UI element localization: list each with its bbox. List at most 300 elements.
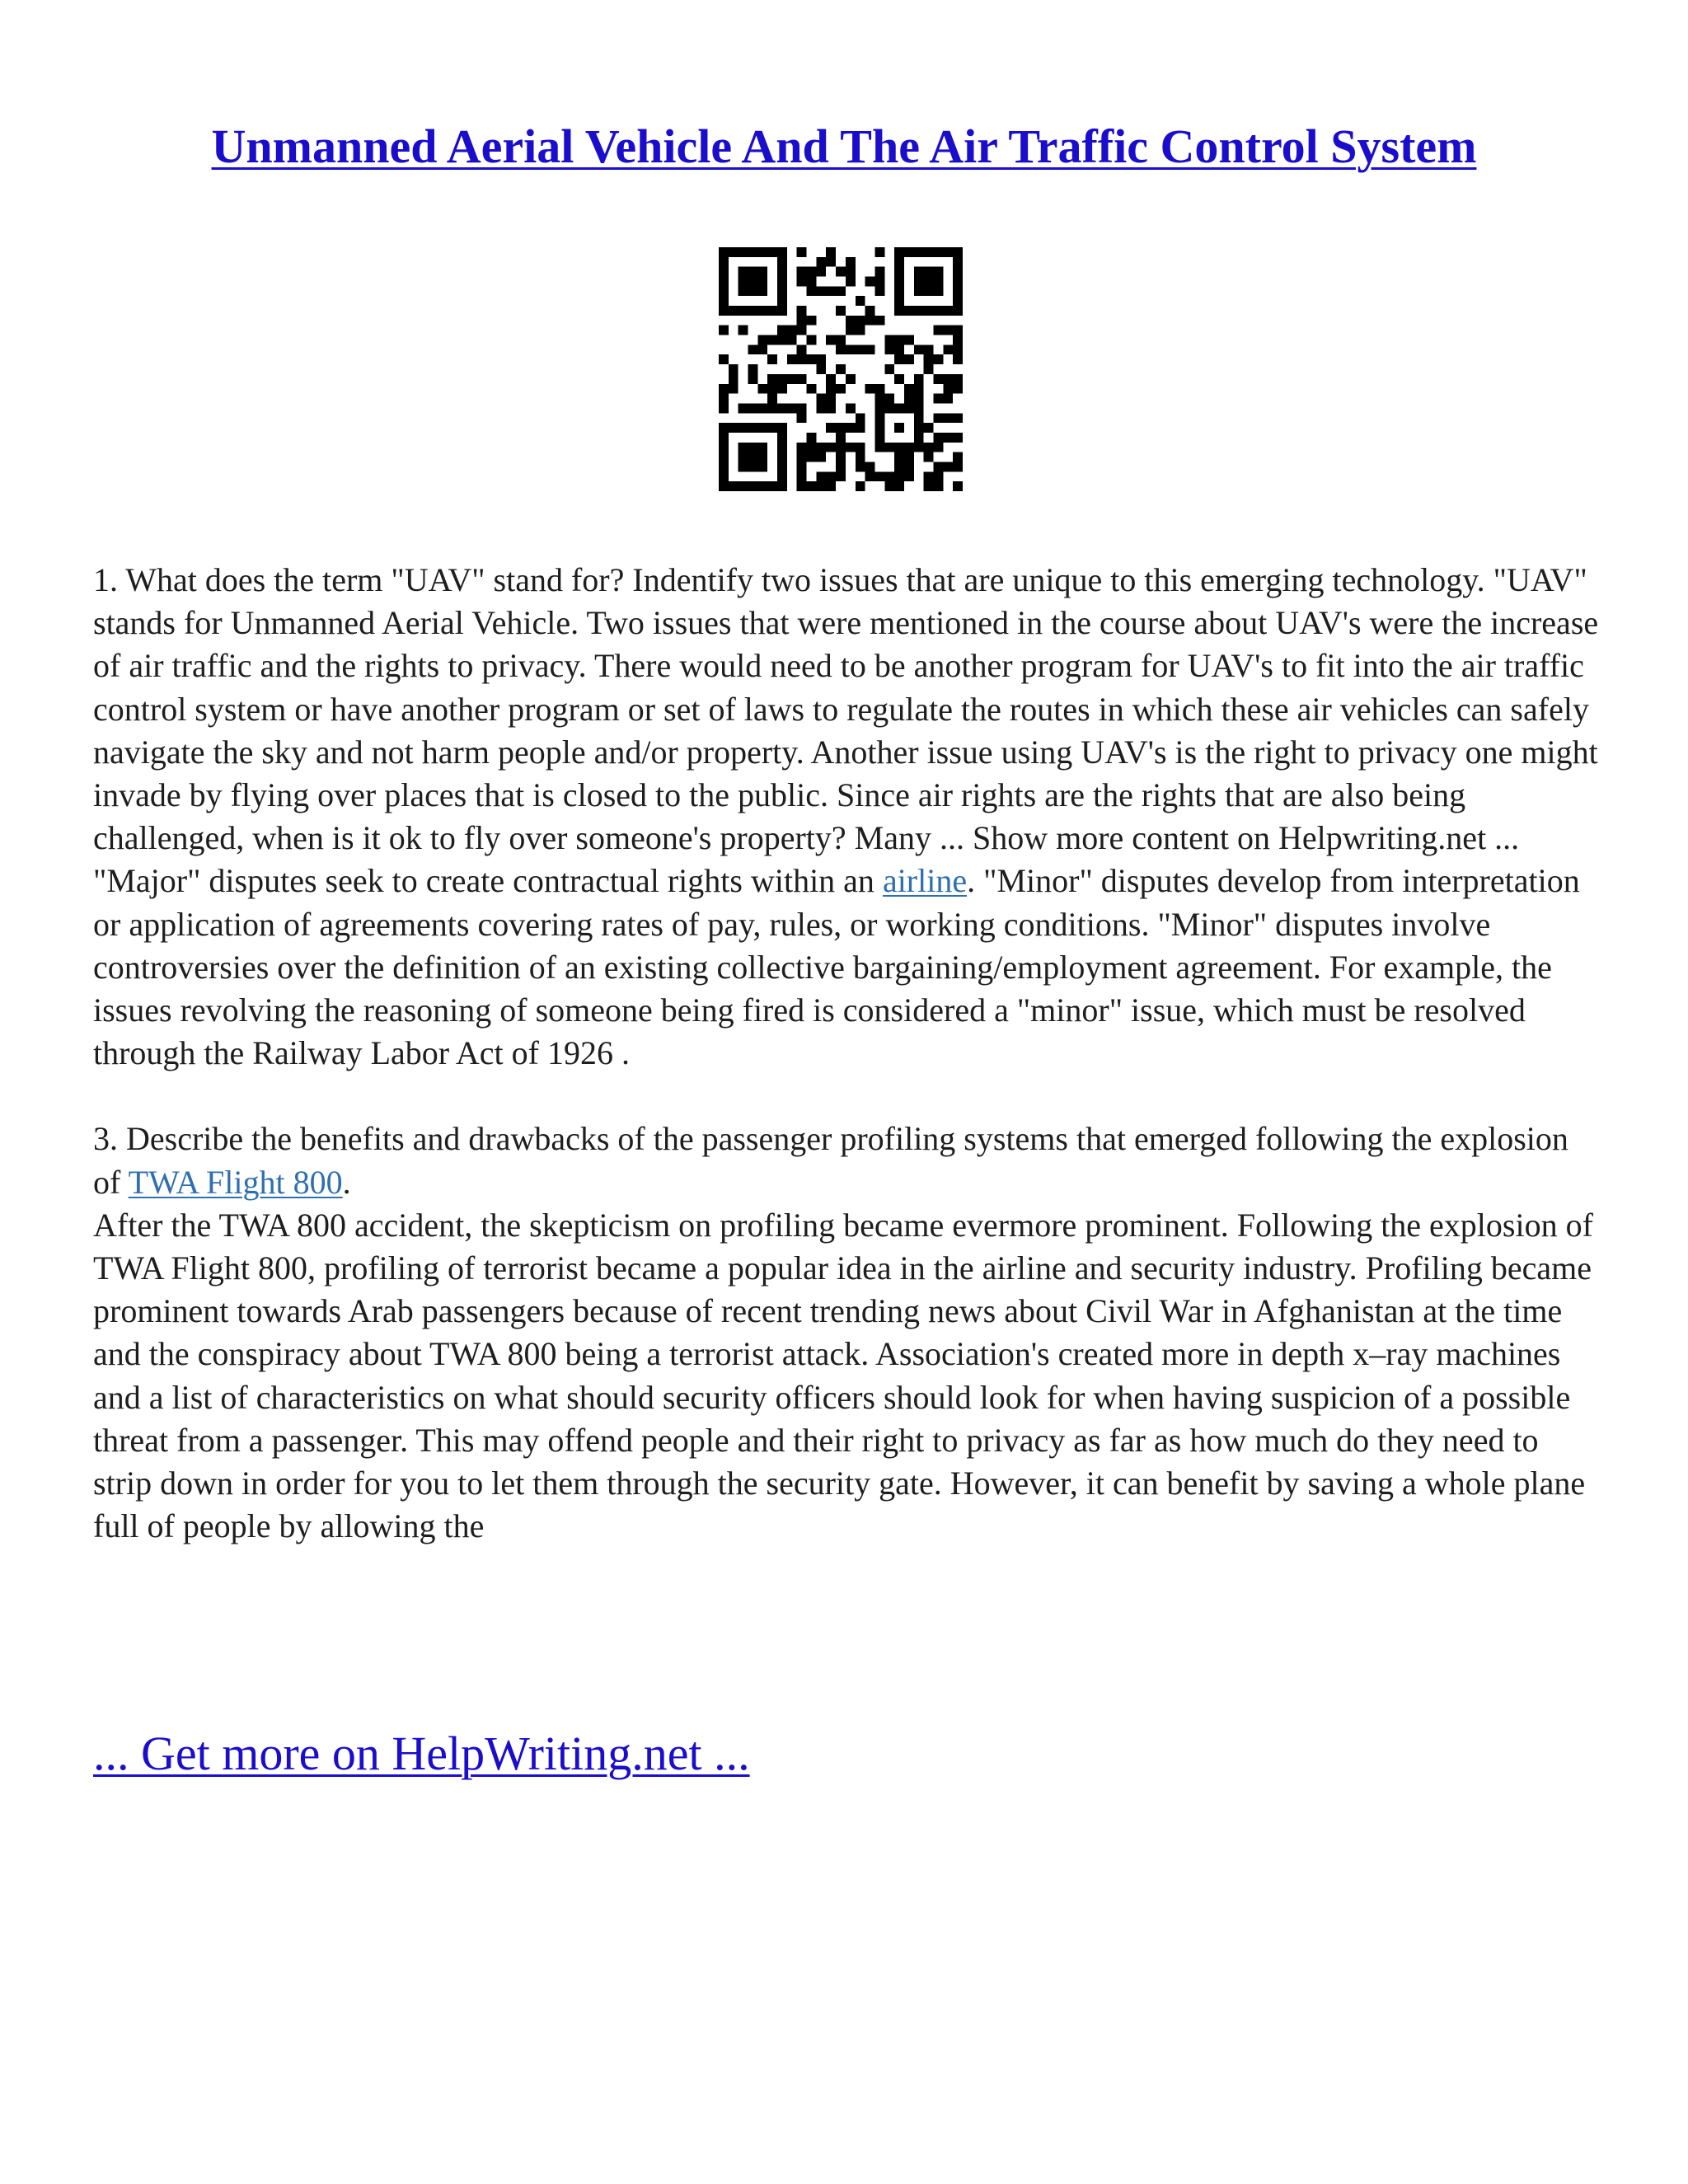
document-title xyxy=(0,114,1688,180)
qr-module xyxy=(846,443,856,452)
qr-module xyxy=(894,296,904,306)
qr-module xyxy=(826,335,836,345)
airline-link[interactable]: airline xyxy=(882,862,968,900)
qr-module xyxy=(816,286,826,296)
qr-module xyxy=(807,335,817,345)
qr-module xyxy=(757,344,767,354)
qr-module xyxy=(894,267,904,277)
qr-module xyxy=(777,452,787,462)
qr-module xyxy=(904,471,914,481)
qr-module xyxy=(748,374,758,384)
qr-module xyxy=(846,277,856,287)
qr-module xyxy=(894,462,904,471)
qr-module xyxy=(924,423,934,433)
qr-module xyxy=(807,452,817,462)
qr-module xyxy=(856,316,865,326)
qr-module xyxy=(914,423,924,433)
qr-module xyxy=(807,443,817,452)
qr-module xyxy=(767,247,777,257)
qr-module xyxy=(943,247,953,257)
qr-module xyxy=(856,481,865,491)
qr-module xyxy=(777,335,787,345)
qr-module xyxy=(836,471,846,481)
qr-module xyxy=(826,394,836,404)
section-1-text-part1: 1. What does the term "UAV" stand for? Indentify two issues that are unique to this emerging technology. "UAV" stands for Unmanned Aerial Vehicle. Two issues that were mentioned in the course about UAV's were the increase of air traffic and the rights to privacy. There would need to be another program for UAV's to fit into the air traffic control system or have another program or set of laws to regulate the routes in which these air vehicles can safely navigate the sky and not harm people and/or property. Another issue using UAV's is the right to privacy one might invade by flying over places that is closed to the public. Since air rights are the rights that are also being challenged, when is it ok to fly over someone's property? Many ... Show more content on Helpwriting.net ... "Major" disputes seek to create contractual rights within an xyxy=(93,561,1599,900)
qr-module xyxy=(836,423,846,433)
qr-module xyxy=(846,403,856,413)
qr-module xyxy=(719,267,729,277)
qr-module xyxy=(826,403,836,413)
qr-module xyxy=(874,471,884,481)
qr-module xyxy=(914,384,924,394)
qr-module xyxy=(748,462,758,471)
qr-module xyxy=(738,326,748,335)
qr-module xyxy=(924,247,934,257)
qr-module xyxy=(933,394,943,404)
qr-module xyxy=(953,335,963,345)
qr-module xyxy=(953,344,963,354)
qr-module xyxy=(816,403,826,413)
qr-module xyxy=(797,247,807,257)
qr-module xyxy=(757,462,767,471)
qr-module xyxy=(894,277,904,287)
qr-module xyxy=(777,257,787,267)
qr-module xyxy=(738,286,748,296)
qr-module xyxy=(719,277,729,287)
qr-module xyxy=(836,384,846,394)
qr-module xyxy=(914,306,924,316)
qr-module xyxy=(933,306,943,316)
qr-module xyxy=(836,452,846,462)
qr-module xyxy=(777,403,787,413)
qr-module xyxy=(757,443,767,452)
qr-module xyxy=(757,481,767,491)
qr-module xyxy=(816,257,826,267)
qr-module xyxy=(933,354,943,364)
qr-module xyxy=(894,374,904,384)
qr-module xyxy=(894,335,904,345)
qr-module xyxy=(943,462,953,471)
qr-module xyxy=(856,462,865,471)
qr-module xyxy=(748,267,758,277)
qr-module xyxy=(884,403,894,413)
qr-module xyxy=(874,286,884,296)
qr-module xyxy=(807,316,817,326)
qr-module xyxy=(757,306,767,316)
qr-module xyxy=(729,247,738,257)
qr-module xyxy=(729,374,738,384)
qr-module xyxy=(797,481,807,491)
qr-module xyxy=(904,335,914,345)
qr-module xyxy=(777,374,787,384)
qr-module xyxy=(738,403,748,413)
qr-module xyxy=(797,471,807,481)
qr-module xyxy=(904,452,914,462)
qr-module xyxy=(924,471,934,481)
qr-module xyxy=(874,247,884,257)
qr-module xyxy=(914,344,924,354)
qr-module xyxy=(826,481,836,491)
qr-module xyxy=(933,433,943,443)
qr-module xyxy=(894,247,904,257)
qr-module xyxy=(953,374,963,384)
qr-module xyxy=(777,471,787,481)
qr-module xyxy=(719,384,729,394)
qr-module xyxy=(904,394,914,404)
qr-module xyxy=(894,286,904,296)
get-more-link[interactable]: ... Get more on HelpWriting.net ... xyxy=(93,1727,750,1780)
qr-module xyxy=(884,481,894,491)
qr-module xyxy=(856,423,865,433)
qr-module xyxy=(856,443,865,452)
qr-module xyxy=(826,286,836,296)
qr-module xyxy=(933,471,943,481)
qr-module xyxy=(767,481,777,491)
qr-module xyxy=(914,394,924,404)
qr-module xyxy=(836,462,846,471)
qr-module xyxy=(807,354,817,364)
qr-module xyxy=(846,316,856,326)
qr-module xyxy=(914,286,924,296)
qr-module xyxy=(904,384,914,394)
qr-module xyxy=(914,443,924,452)
qr-module xyxy=(777,326,787,335)
qr-module xyxy=(836,306,846,316)
qr-code-icon xyxy=(719,247,963,491)
qr-module xyxy=(777,296,787,306)
qr-module xyxy=(777,384,787,394)
qr-module xyxy=(719,452,729,462)
qr-module xyxy=(767,403,777,413)
qr-module xyxy=(757,403,767,413)
qr-module xyxy=(807,433,817,443)
qr-module xyxy=(884,335,894,345)
qr-module xyxy=(914,247,924,257)
qr-module xyxy=(894,423,904,433)
qr-module xyxy=(924,443,934,452)
qr-module xyxy=(856,344,865,354)
qr-module xyxy=(836,335,846,345)
twa-flight-800-link[interactable]: TWA Flight 800 xyxy=(128,1163,343,1201)
qr-module xyxy=(924,354,934,364)
qr-module xyxy=(953,286,963,296)
qr-module xyxy=(748,344,758,354)
qr-module xyxy=(874,316,884,326)
qr-module xyxy=(884,364,894,374)
qr-module xyxy=(865,462,875,471)
qr-module xyxy=(953,433,963,443)
qr-module xyxy=(777,481,787,491)
qr-module xyxy=(738,443,748,452)
qr-module xyxy=(933,247,943,257)
qr-module xyxy=(807,481,817,491)
qr-module xyxy=(856,326,865,335)
qr-module xyxy=(894,452,904,462)
qr-module xyxy=(787,374,797,384)
qr-module xyxy=(884,344,894,354)
paragraph-spacer xyxy=(93,1075,1601,1118)
qr-module xyxy=(924,364,934,374)
qr-module xyxy=(933,374,943,384)
qr-module xyxy=(777,306,787,316)
qr-module xyxy=(953,462,963,471)
qr-module xyxy=(748,481,758,491)
qr-module xyxy=(953,296,963,306)
qr-module xyxy=(797,306,807,316)
qr-module xyxy=(757,286,767,296)
qr-module xyxy=(914,267,924,277)
qr-module xyxy=(943,384,953,394)
qr-module xyxy=(816,452,826,462)
qr-module xyxy=(933,326,943,335)
qr-module xyxy=(924,481,934,491)
qr-module xyxy=(943,344,953,354)
qr-module xyxy=(953,326,963,335)
qr-module xyxy=(748,403,758,413)
qr-module xyxy=(914,374,924,384)
qr-module xyxy=(719,433,729,443)
qr-module xyxy=(914,403,924,413)
qr-module xyxy=(894,257,904,267)
qr-module xyxy=(757,335,767,345)
qr-module xyxy=(719,423,729,433)
qr-module xyxy=(719,306,729,316)
section-3-question xyxy=(93,1118,1601,1203)
qr-module xyxy=(953,413,963,423)
qr-module xyxy=(933,462,943,471)
qr-module xyxy=(846,326,856,335)
qr-module xyxy=(826,443,836,452)
qr-module xyxy=(767,394,777,404)
qr-module xyxy=(826,247,836,257)
qr-module xyxy=(953,267,963,277)
qr-module xyxy=(846,423,856,433)
qr-module xyxy=(767,306,777,316)
qr-module xyxy=(757,267,767,277)
qr-module xyxy=(874,443,884,452)
qr-module xyxy=(904,403,914,413)
qr-module xyxy=(874,433,884,443)
qr-module xyxy=(757,247,767,257)
qr-module xyxy=(777,423,787,433)
qr-module xyxy=(738,267,748,277)
qr-module xyxy=(826,471,836,481)
qr-module xyxy=(953,354,963,364)
qr-module xyxy=(865,316,875,326)
qr-module xyxy=(757,384,767,394)
qr-module xyxy=(846,374,856,384)
qr-module xyxy=(748,452,758,462)
section-3-question-end: . xyxy=(342,1163,351,1201)
qr-module xyxy=(874,277,884,287)
qr-module xyxy=(738,452,748,462)
qr-module xyxy=(807,384,817,394)
qr-module xyxy=(738,481,748,491)
qr-module xyxy=(777,247,787,257)
qr-module xyxy=(924,306,934,316)
qr-module xyxy=(924,267,934,277)
qr-module xyxy=(729,423,738,433)
qr-module xyxy=(719,326,729,335)
qr-module xyxy=(856,413,865,423)
qr-module xyxy=(797,403,807,413)
qr-module xyxy=(846,344,856,354)
qr-module xyxy=(748,286,758,296)
qr-module xyxy=(719,471,729,481)
qr-module xyxy=(943,326,953,335)
qr-module xyxy=(719,354,729,364)
qr-module xyxy=(846,267,856,277)
qr-module xyxy=(757,423,767,433)
qr-module xyxy=(797,374,807,384)
qr-module xyxy=(807,267,817,277)
qr-module xyxy=(836,286,846,296)
qr-module xyxy=(826,423,836,433)
qr-module xyxy=(924,344,934,354)
qr-module xyxy=(953,257,963,267)
qr-module xyxy=(856,452,865,462)
qr-module xyxy=(836,267,846,277)
qr-module xyxy=(865,306,875,316)
qr-module xyxy=(846,257,856,267)
qr-module xyxy=(865,384,875,394)
qr-module xyxy=(816,267,826,277)
qr-module xyxy=(914,433,924,443)
qr-module xyxy=(894,481,904,491)
qr-module xyxy=(836,344,846,354)
title-link[interactable]: Unmanned Aerial Vehicle And The Air Traffic Control System xyxy=(211,120,1477,173)
qr-module xyxy=(787,326,797,335)
qr-module xyxy=(816,364,826,374)
qr-module xyxy=(797,443,807,452)
qr-module xyxy=(777,462,787,471)
qr-module xyxy=(767,384,777,394)
qr-module xyxy=(777,433,787,443)
qr-module xyxy=(767,423,777,433)
document-body xyxy=(93,559,1601,1548)
qr-module xyxy=(787,403,797,413)
qr-module xyxy=(894,344,904,354)
qr-module xyxy=(738,306,748,316)
qr-module xyxy=(787,354,797,364)
qr-module xyxy=(719,296,729,306)
qr-module xyxy=(738,462,748,471)
qr-module xyxy=(757,452,767,462)
qr-module xyxy=(904,462,914,471)
qr-module xyxy=(943,413,953,423)
qr-module xyxy=(924,452,934,462)
qr-module xyxy=(807,286,817,296)
qr-module xyxy=(797,344,807,354)
qr-module xyxy=(924,277,934,287)
qr-module xyxy=(836,433,846,443)
qr-module xyxy=(767,374,777,384)
qr-module xyxy=(787,335,797,345)
qr-module xyxy=(719,403,729,413)
qr-module xyxy=(914,413,924,423)
qr-module xyxy=(797,354,807,364)
qr-module xyxy=(904,247,914,257)
qr-module xyxy=(933,267,943,277)
qr-module xyxy=(865,471,875,481)
qr-module xyxy=(748,247,758,257)
qr-module xyxy=(797,267,807,277)
qr-module xyxy=(777,277,787,287)
qr-module xyxy=(933,286,943,296)
qr-module xyxy=(797,413,807,423)
qr-module xyxy=(719,247,729,257)
qr-module xyxy=(816,354,826,364)
qr-module xyxy=(874,403,884,413)
qr-module xyxy=(797,452,807,462)
qr-module xyxy=(884,471,894,481)
qr-module xyxy=(729,481,738,491)
qr-module xyxy=(894,354,904,364)
qr-module xyxy=(757,277,767,287)
qr-module xyxy=(943,394,953,404)
qr-module xyxy=(953,481,963,491)
qr-module xyxy=(767,335,777,345)
qr-module xyxy=(924,286,934,296)
qr-module xyxy=(816,443,826,452)
qr-module xyxy=(884,394,894,404)
qr-module xyxy=(816,394,826,404)
qr-module xyxy=(953,247,963,257)
section-1-paragraph xyxy=(93,559,1601,1075)
qr-module xyxy=(797,277,807,287)
qr-module xyxy=(816,471,826,481)
qr-module xyxy=(719,257,729,267)
qr-module xyxy=(865,277,875,287)
qr-module xyxy=(856,296,865,306)
section-3-answer: After the TWA 800 accident, the skepticism on profiling became evermore prominent. Following the explosion of TWA Flight 800, profiling of terrorist became a popular idea in the airline and security industry. Profiling became prominent towards Arab passengers because of recent trending news about Civil War in Afghanistan at the time and the conspiracy about TWA 800 being a terrorist attack. Association's created more in depth x–ray machines and a list of characteristics on what should security officers should look for when having suspicion of a possible threat from a passenger. This may offend people and their right to privacy as far as how much do they need to strip down in order for you to let them through the security gate. However, it can benefit by saving a whole plane full of people by allowing the xyxy=(93,1206,1593,1545)
qr-module xyxy=(874,384,884,394)
qr-module xyxy=(884,443,894,452)
qr-module xyxy=(748,423,758,433)
qr-module xyxy=(874,423,884,433)
qr-module xyxy=(904,443,914,452)
qr-module xyxy=(933,481,943,491)
qr-module xyxy=(738,423,748,433)
qr-module xyxy=(826,384,836,394)
qr-module xyxy=(767,354,777,364)
qr-module xyxy=(953,277,963,287)
qr-module xyxy=(748,306,758,316)
qr-module xyxy=(748,277,758,287)
qr-module xyxy=(874,413,884,423)
qr-module xyxy=(874,267,884,277)
qr-module xyxy=(729,384,738,394)
qr-module xyxy=(933,443,943,452)
qr-module xyxy=(826,257,836,267)
qr-module xyxy=(748,364,758,374)
qr-module xyxy=(807,277,817,287)
qr-module xyxy=(719,462,729,471)
qr-module xyxy=(894,471,904,481)
qr-module xyxy=(894,403,904,413)
qr-module xyxy=(719,286,729,296)
section-1-text-part2: . "Minor" disputes develop from interpretation or application of agreements covering rates of pay, rules, or working conditions. "Minor" disputes involve controversies over the definition of an existing collective bargaining/employment agreement. For example, the issues revolving the reasoning of someone being fired is considered a "minor" issue, which must be resolved through the Railway Labor Act of 1926 . xyxy=(93,862,1580,1072)
qr-module xyxy=(729,364,738,374)
qr-module xyxy=(953,452,963,462)
qr-module xyxy=(836,364,846,374)
qr-module xyxy=(894,443,904,452)
qr-module xyxy=(797,316,807,326)
qr-module xyxy=(748,443,758,452)
qr-module xyxy=(826,374,836,384)
qr-module xyxy=(953,384,963,394)
section-3-question-text: 3. Describe the benefits and drawbacks of the passenger profiling systems that emerged following the explosion of xyxy=(93,1120,1568,1201)
